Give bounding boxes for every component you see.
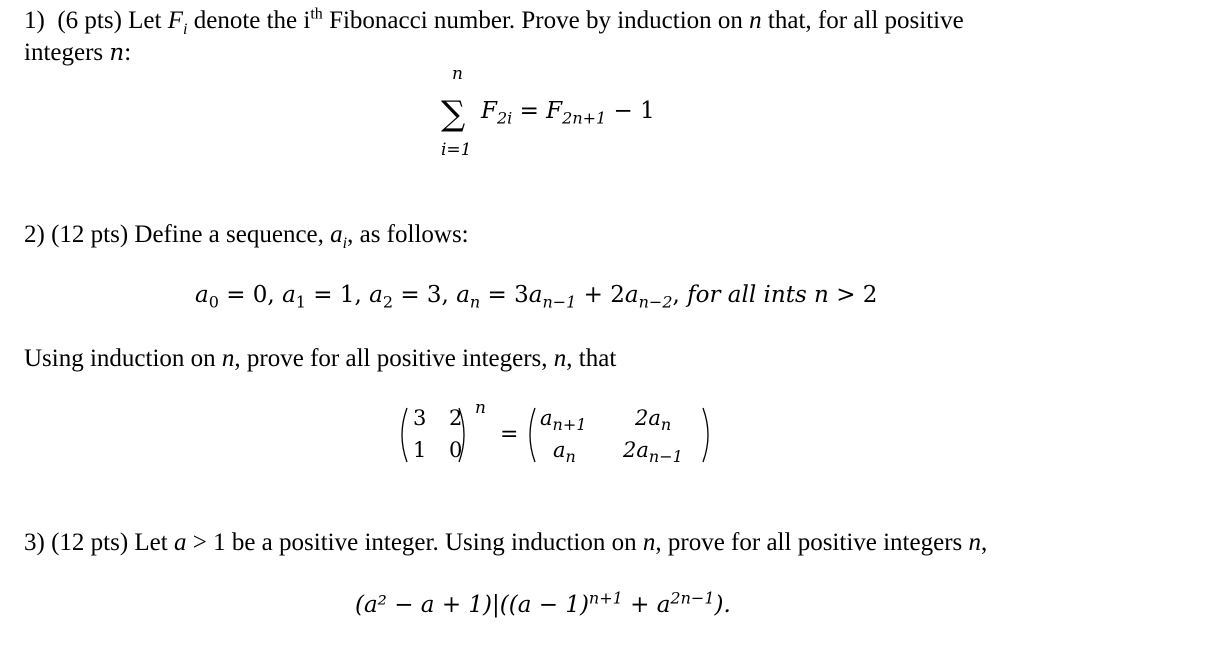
sum-upper-limit: n xyxy=(452,64,463,84)
def-sub: n−2 xyxy=(638,292,673,312)
a-symbol: 2a xyxy=(635,406,661,430)
term-sub: 2i xyxy=(496,108,513,128)
problem-1-number: 1) xyxy=(24,7,45,34)
variable-n: n xyxy=(642,529,656,556)
a-symbol: a xyxy=(553,438,566,462)
def-sub: 2 xyxy=(382,292,394,312)
fibonacci-identity xyxy=(481,98,655,128)
sub: n xyxy=(660,415,672,435)
problem-1-text: integers xyxy=(24,39,104,66)
term-F: F xyxy=(481,98,497,124)
def-condition: > 2 xyxy=(836,282,878,308)
problem-1-text: that, for all positive xyxy=(767,7,964,34)
problem-3-text: > 1 be a positive integer. Using induction on xyxy=(192,529,637,556)
variable-n: n xyxy=(749,7,762,34)
problem-3-number: 3) xyxy=(24,529,45,556)
matrix-right-r1c2 xyxy=(635,406,672,435)
formula-exponent-1: n+1 xyxy=(588,588,623,608)
def-sub: 0 xyxy=(208,292,219,312)
matrix-left-r2c2: 0 xyxy=(449,438,463,462)
formula-tail: ). xyxy=(714,592,731,618)
def-val: = 3, xyxy=(400,282,449,308)
variable-n: n xyxy=(968,529,982,556)
variable-n: n xyxy=(221,345,235,372)
formula-exponent-2: 2n−1 xyxy=(670,588,715,608)
problem-3-text: , xyxy=(981,529,988,556)
sequence-symbol: a xyxy=(330,221,343,248)
def-val: = 3 xyxy=(487,282,529,308)
def-a: a xyxy=(528,282,543,308)
fibonacci-sub: i xyxy=(183,21,188,38)
variable-n: n xyxy=(109,40,125,66)
problem-2-instruction xyxy=(24,344,616,374)
sub: n−1 xyxy=(648,447,683,467)
def-a: a xyxy=(624,282,639,308)
problem-1-text: Let xyxy=(128,7,162,34)
problem-2-text: , as follows: xyxy=(347,221,469,248)
instruction-text: , that xyxy=(566,345,617,372)
def-for-all: for all ints n xyxy=(687,282,829,308)
matrix-identity xyxy=(395,400,725,470)
problem-2-number: 2) xyxy=(24,221,45,248)
def-a: a xyxy=(456,282,470,308)
sub: n xyxy=(565,447,576,467)
fibonacci-symbol: F xyxy=(167,7,184,34)
matrix-left-r2c1: 1 xyxy=(413,438,427,462)
rhs-F: F xyxy=(546,98,563,124)
def-comma: , xyxy=(672,282,680,308)
problem-1-text: Fibonacci number. Prove by induction on xyxy=(329,7,743,34)
sequence-definition xyxy=(195,282,878,312)
def-val: = 1, xyxy=(313,282,362,308)
def-val: + 2 xyxy=(583,282,625,308)
matrix-power: n xyxy=(475,398,486,418)
matrix-right-r2c1 xyxy=(553,438,576,467)
problem-1-points: (6 pts) xyxy=(57,7,122,34)
sum-symbol: ∑ xyxy=(441,94,466,134)
instruction-text: , prove for all positive integers, xyxy=(234,345,548,372)
def-a: a xyxy=(195,282,209,308)
matrix-left-r1c1: 3 xyxy=(413,406,427,430)
matrix-left-r1c2: 2 xyxy=(449,406,463,430)
formula-lhs: (a² − a + 1)|((a − 1) xyxy=(355,592,589,618)
def-sub: n−1 xyxy=(542,292,577,312)
sub: n+1 xyxy=(552,415,587,435)
matrix-right-r1c1 xyxy=(540,406,587,435)
def-a: a xyxy=(282,282,296,308)
problem-3-text: Let xyxy=(134,529,168,556)
def-sub: 1 xyxy=(295,292,306,312)
problem-2-text: Define a sequence, xyxy=(134,221,324,248)
problem-3-points: (12 pts) xyxy=(51,529,129,556)
variable-n: n xyxy=(553,345,567,372)
th-superscript: th xyxy=(310,5,323,23)
problem-1-text: denote the i xyxy=(193,7,311,34)
formula-mid: + a xyxy=(622,592,671,618)
problem-2-points: (12 pts) xyxy=(51,221,129,248)
rhs-sub: 2n+1 xyxy=(562,108,607,128)
instruction-text: Using induction on xyxy=(24,345,216,372)
sequence-sub: i xyxy=(342,235,348,252)
def-val: = 0, xyxy=(226,282,275,308)
matrix-equals: = xyxy=(500,422,519,447)
problem-3-text: , prove for all positive integers xyxy=(655,529,963,556)
a-symbol: 2a xyxy=(623,438,649,462)
a-symbol: a xyxy=(540,406,553,430)
problem-1-line-2 xyxy=(24,38,131,68)
divisibility-formula xyxy=(355,588,731,618)
def-sub: n xyxy=(469,292,481,312)
variable-a: a xyxy=(173,529,187,556)
def-a: a xyxy=(369,282,383,308)
sum-lower-limit: i=1 xyxy=(441,140,472,160)
rhs-tail: − 1 xyxy=(613,98,655,124)
problem-3-line-1 xyxy=(24,528,987,558)
equals-sign: = xyxy=(519,98,539,124)
problem-2-line-1 xyxy=(24,220,469,250)
colon: : xyxy=(124,39,132,66)
matrix-right-r2c2 xyxy=(623,438,683,467)
problem-1-line-1 xyxy=(24,6,964,36)
